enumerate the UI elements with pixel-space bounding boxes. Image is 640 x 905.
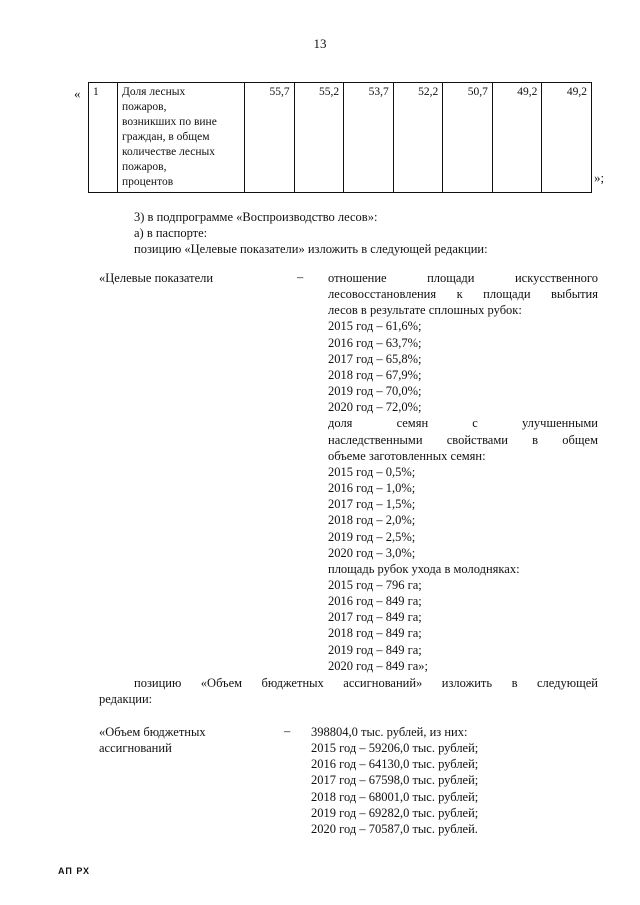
footer-mark: АП РХ <box>58 866 91 876</box>
targets-list-item: 2017 год – 849 га; <box>328 610 422 625</box>
indicator-name-line: Доля лесных <box>122 86 186 98</box>
budget-line: 2019 год – 69282,0 тыс. рублей; <box>311 805 479 820</box>
targets-list-item: 2020 год – 72,0%; <box>328 400 422 415</box>
targets-list-item: 2015 год – 0,5%; <box>328 464 416 479</box>
page-number: 13 <box>313 36 327 51</box>
targets-list-item: 2019 год – 849 га; <box>328 642 422 657</box>
targets-dash: – <box>297 270 304 284</box>
value-cell: 49,2 <box>492 83 542 193</box>
table-open-quote: « <box>74 86 81 101</box>
targets-list-item: 2018 год – 849 га; <box>328 626 422 641</box>
targets-para-line: наследственными свойствами в общем <box>328 432 598 447</box>
intro-line: позицию «Целевые показатели» изложить в следующей редакции: <box>134 242 488 256</box>
targets-list-item: 2018 год – 67,9%; <box>328 367 422 382</box>
indicator-name-line: пожаров, <box>122 161 167 173</box>
budget-line: 398804,0 тыс. рублей, из них: <box>311 725 468 739</box>
row-number: 1 <box>89 83 118 193</box>
budget-content <box>311 724 478 837</box>
table-row <box>89 83 592 193</box>
targets-list-item: 2019 год – 70,0%; <box>328 384 422 399</box>
intro-line: 3) в подпрограмме «Воспроизводство лесов»: <box>134 210 378 224</box>
targets-list-item: 2016 год – 63,7%; <box>328 335 422 350</box>
indicator-name-line: количестве лесных <box>122 146 216 158</box>
targets-list-item: 2018 год – 2,0%; <box>328 513 416 528</box>
budget-line: 2016 год – 64130,0 тыс. рублей; <box>311 757 479 772</box>
targets-list-item: 2019 год – 2,5%; <box>328 529 416 544</box>
indicator-name-line: возникших по вине <box>122 116 217 128</box>
value-cell: 52,2 <box>393 83 443 193</box>
indicators-table <box>88 82 592 193</box>
targets-para-line: объеме заготовленных семян: <box>328 448 486 463</box>
targets-list-item: 2016 год – 849 га; <box>328 594 422 609</box>
table-close-quote: »; <box>594 170 605 185</box>
budget-intro-line: редакции: <box>99 692 153 706</box>
indicator-name-line: пожаров, <box>122 101 167 113</box>
budget-label <box>99 724 206 756</box>
targets-list-item: 2016 год – 1,0%; <box>328 481 416 496</box>
budget-dash: – <box>284 724 291 738</box>
targets-para-line: лесовосстановления к площади выбытия <box>328 287 598 302</box>
indicator-name <box>118 83 245 193</box>
targets-list-item: 2017 год – 65,8%; <box>328 351 422 366</box>
intro-line: а) в паспорте: <box>134 226 208 240</box>
targets-para-line: площадь рубок ухода в молодняках: <box>328 561 520 576</box>
budget-label-line: ассигнований <box>99 741 172 755</box>
budget-line: 2020 год – 70587,0 тыс. рублей. <box>311 821 478 836</box>
value-cell: 50,7 <box>443 83 493 193</box>
budget-line: 2015 год – 59206,0 тыс. рублей; <box>311 741 479 756</box>
budget-label-line: «Объем бюджетных <box>99 725 206 739</box>
budget-intro-line: позицию «Объем бюджетных ассигнований» изложить в следующей <box>134 676 598 690</box>
indicator-name-line: граждан, в общем <box>122 131 210 143</box>
value-cell: 55,2 <box>294 83 344 193</box>
indicator-name-line: процентов <box>122 176 174 188</box>
targets-para-line: отношение площади искусственного <box>328 271 598 285</box>
targets-content <box>328 270 598 674</box>
targets-list-item: 2017 год – 1,5%; <box>328 497 416 512</box>
budget-line: 2018 год – 68001,0 тыс. рублей; <box>311 789 479 804</box>
targets-para-line: лесов в результате сплошных рубок: <box>328 303 522 318</box>
targets-list-item: 2015 год – 796 га; <box>328 577 422 592</box>
value-cell: 49,2 <box>542 83 592 193</box>
targets-list-item: 2020 год – 849 га»; <box>328 658 428 673</box>
value-cell: 55,7 <box>245 83 295 193</box>
budget-line: 2017 год – 67598,0 тыс. рублей; <box>311 773 479 788</box>
targets-label: «Целевые показатели <box>99 271 214 285</box>
value-cell: 53,7 <box>344 83 394 193</box>
targets-list-item: 2020 год – 3,0%; <box>328 545 416 560</box>
targets-list-item: 2015 год – 61,6%; <box>328 319 422 334</box>
targets-para-line: доля семян с улучшенными <box>328 416 598 431</box>
